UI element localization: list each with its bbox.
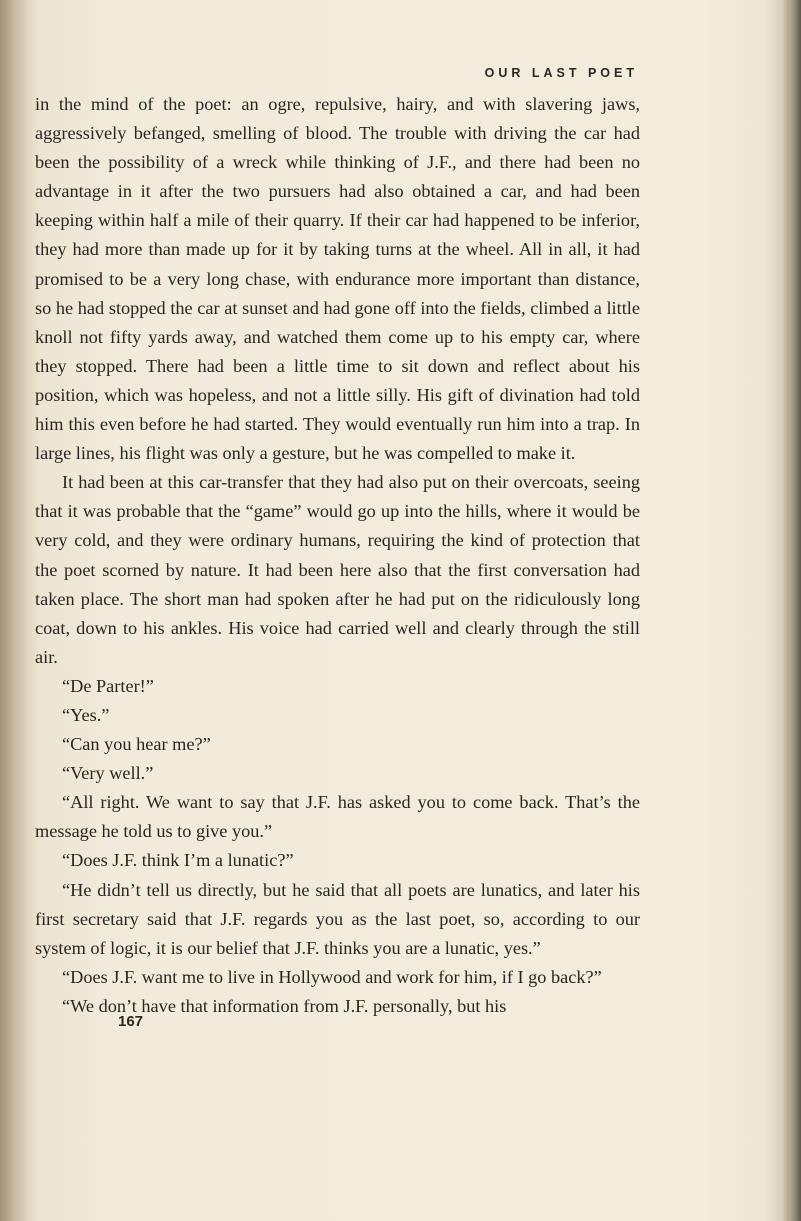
- dialogue-line: “Yes.”: [62, 704, 110, 725]
- dialogue-line: “Very well.”: [62, 763, 154, 784]
- dialogue-line: “Does J.F. think I’m a lunatic?”: [62, 850, 294, 871]
- page-number: 167: [118, 1013, 144, 1030]
- dialogue-line: “We don’t have that information from J.F. personally, but his: [62, 995, 507, 1016]
- binding-shadow: [0, 0, 30, 1221]
- paragraph: It had been at this car-transfer that they had also put on their overcoats, seeing that it was probable that the “game” would go up into the hills, where it would be very cold, and they were ordinary humans, requiring the kind of protection that the poet scorned by nature. It had been here also that the first conversation had taken place. The short man had spoken after he had put on the ridiculously long coat, down to his ankles. His voice had carried well and clearly through the still air.: [35, 472, 640, 667]
- paragraph: in the mind of the poet: an ogre, repulsive, hairy, and with slavering jaws, aggressively befanged, smelling of blood. The trouble with driving the car had been the possibility of a wreck while thinking of J.F., and there had been no advantage in it after the two pursuers had also obtained a car, and had been keeping within half a mile of their quarry. If their car had happened to be inferior, they had more than made up for it by taking turns at the wheel. All in all, it had promised to be a very long chase, with endurance more important than distance, so he had stopped the car at sunset and had gone off into the fields, climbed a little knoll not fifty yards away, and watched them come up to his empty car, where they stopped. There had been a little time to sit down and reflect about his position, which was hopeless, and not a little silly. His gift of divination had told him this even before he had started. They would eventually run him into a trap. In large lines, his flight was only a gesture, but he was compelled to make it.: [35, 94, 640, 464]
- dialogue-line: “All right. We want to say that J.F. has asked you to come back. That’s the message he told us to give you.”: [35, 792, 640, 842]
- dialogue-line: “Can you hear me?”: [62, 734, 211, 755]
- dialogue-line: “He didn’t tell us directly, but he said that all poets are lunatics, and later his first secretary said that J.F. regards you as the last poet, so, according to our system of logic, it is our belief that J.F. thinks you are a lunatic, yes.”: [35, 879, 640, 958]
- dialogue-line: “De Parter!”: [62, 675, 154, 696]
- running-header: OUR LAST POET: [484, 66, 638, 80]
- body-text: [35, 90, 640, 1021]
- dialogue-line: “Does J.F. want me to live in Hollywood and work for him, if I go back?”: [62, 966, 602, 987]
- page-edge: [789, 0, 801, 1221]
